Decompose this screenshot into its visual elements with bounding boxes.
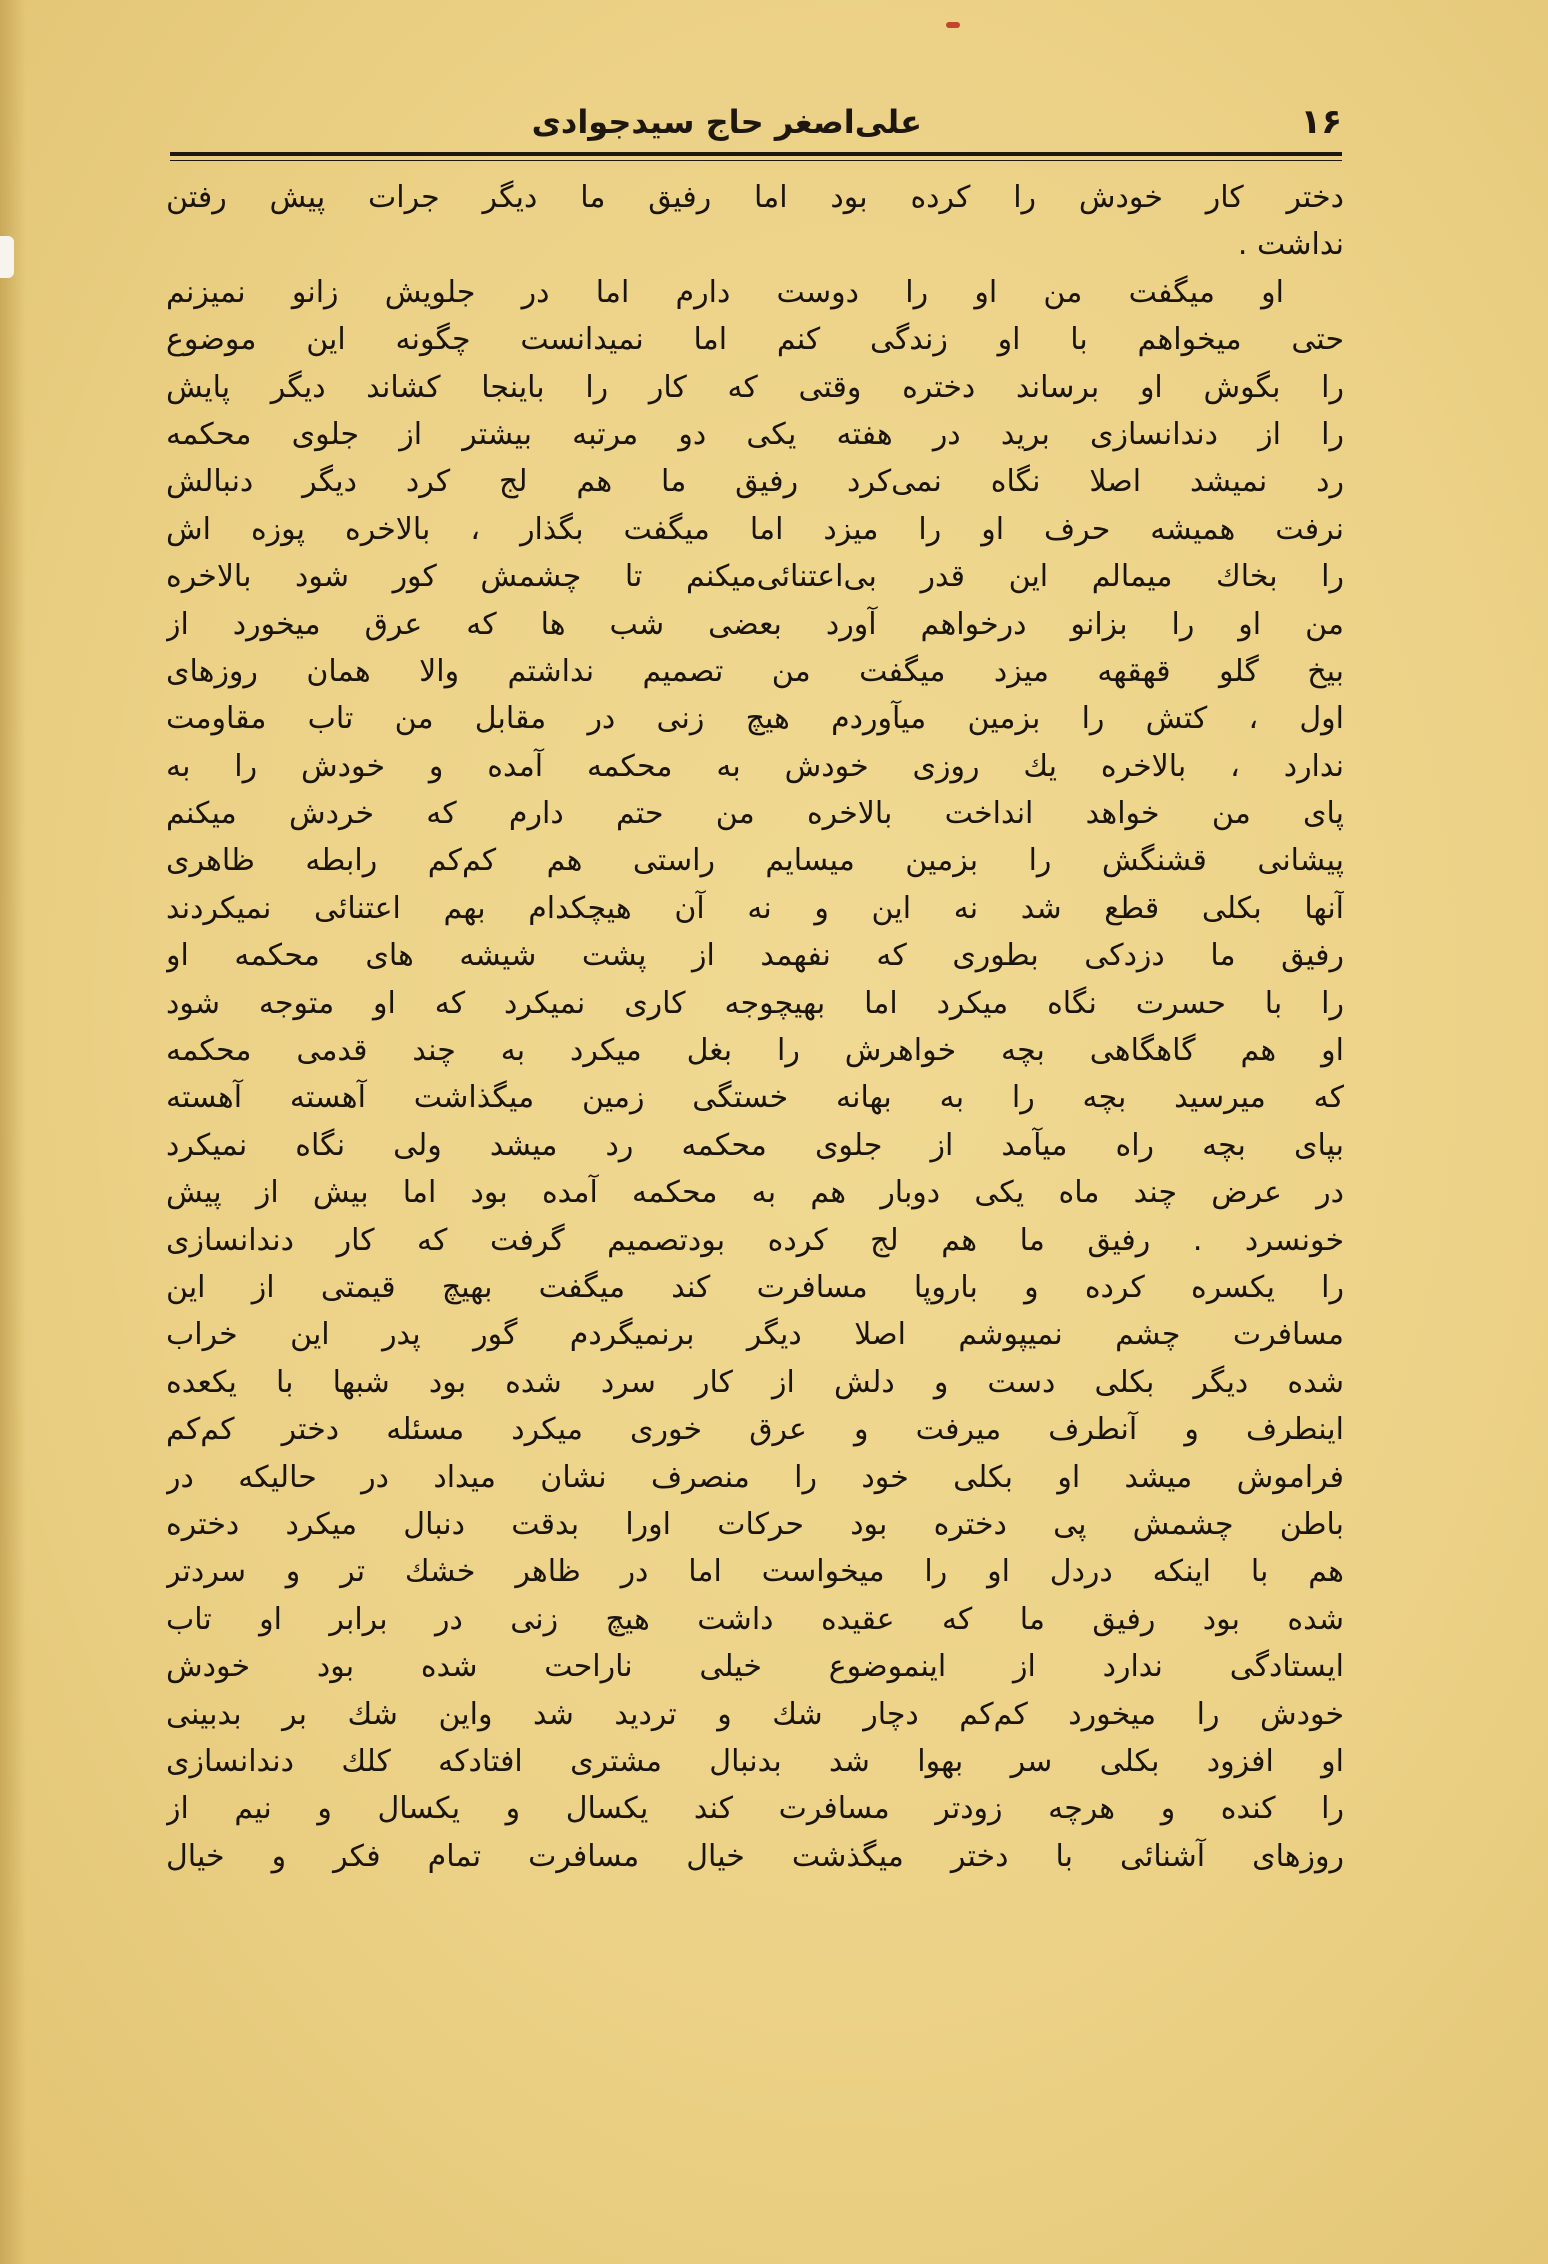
text-line: ندارد ، بالاخره یك روزی خودش به محکمه آمده و خودش را به (166, 748, 1344, 784)
paper-tab-mark (0, 236, 14, 278)
text-line: را کنده و هرچه زودتر مسافرت کند یکسال و یکسال و نیم از (166, 1791, 1344, 1827)
body-text (166, 174, 1344, 1880)
text-line: او میگفت من او را دوست دارم اما در جلویش زانو نمیزنم (166, 274, 1284, 310)
text-line: که میرسید بچه را به بهانه خستگی زمین میگذاشت آهسته آهسته (166, 1080, 1344, 1116)
text-line: پای من خواهد انداخت بالاخره من حتم دارم که خردش میکنم (166, 796, 1344, 832)
text-line: فراموش میشد او بکلی خود را منصرف نشان میداد در حالیکه در (166, 1459, 1344, 1495)
text-line: در عرض چند ماه یکی دوبار هم به محکمه آمده بود اما بیش از پیش (166, 1175, 1344, 1211)
text-line: را بخاك میمالم این قدر بی‌اعتنائی‌میکنم تا چشمش کور شود بالاخره (166, 559, 1344, 595)
text-line: مسافرت چشم نمیپوشم اصلا دیگر برنمیگردم گور پدر این خراب (166, 1317, 1344, 1353)
text-line: را از دندانسازی برید در هفته یکی دو مرتبه بیشتر از جلوی محکمه (166, 416, 1344, 452)
text-line: شده دیگر بکلی دست و دلش از کار سرد شده بود شبها با یکعده (166, 1364, 1344, 1400)
text-line: حتی میخواهم با او زندگی کنم اما نمیدانست چگونه این موضوع (166, 322, 1344, 358)
text-line: هم با اینکه دردل او را میخواست اما در ظاهر خشك تر و سردتر (166, 1554, 1344, 1590)
text-line: روزهای آشنائی با دختر میگذشت خیال مسافرت تمام فکر و خیال (166, 1838, 1344, 1874)
header-rule (170, 152, 1342, 156)
page-header (170, 96, 1342, 148)
text-line: را یکسره کرده و باروپا مسافرت کند میگفت بهیچ قیمتی از این (166, 1269, 1344, 1305)
text-line: را با حسرت نگاه میکرد اما بهیچوجه کاری نمیکرد که او متوجه شود (166, 985, 1344, 1021)
text-line: او هم گاهگاهی بچه خواهرش را بغل میکرد به چند قدمی محکمه (166, 1033, 1344, 1069)
text-line: نداشت . (1237, 227, 1344, 263)
ink-mark (946, 22, 960, 28)
text-line: رفیق ما دزدکی بطوری که نفهمد از پشت شیشه های محکمه او (166, 938, 1344, 974)
text-line: شده بود رفیق ما که عقیده داشت هیچ زنی در برابر او تاب (166, 1601, 1344, 1637)
text-line: آنها بکلی قطع شد نه این و نه آن هیچکدام بهم اعتنائی نمیکردند (166, 890, 1344, 926)
text-line: خونسرد . رفیق ما هم لج کرده بودتصمیم گرفت که کار دندانسازی (166, 1222, 1344, 1258)
text-line: را بگوش او برساند دختره وقتی که کار را باینجا کشاند دیگر پایش (166, 369, 1344, 405)
text-line: اینطرف و آنطرف میرفت و عرق خوری میکرد مسئله دختر کم‌کم (166, 1412, 1344, 1448)
text-line: بیخ گلو قهقهه میزد میگفت من تصمیم نداشتم والا همان روزهای (166, 653, 1344, 689)
text-line: رد نمیشد اصلا نگاه نمی‌کرد رفیق ما هم لج کرد دیگر دنبالش (166, 464, 1344, 500)
text-line: نرفت همیشه حرف او را میزد اما میگفت بگذار ، بالاخره پوزه اش (166, 511, 1344, 547)
text-line: اول ، کتش را بزمین میآوردم هیچ زنی در مقابل من تاب مقاومت (166, 701, 1344, 737)
page-number: ۱۶ (1300, 102, 1342, 142)
text-line: بپای بچه راه میآمد از جلوی محکمه رد میشد ولی نگاه نمیکرد (166, 1127, 1344, 1163)
running-title: علی‌اصغر حاج سیدجوادی (531, 103, 922, 141)
spine-shadow (0, 0, 26, 2264)
text-line: خودش را میخورد کم‌کم دچار شك و تردید شد واین شك بر بدبینی (166, 1696, 1344, 1732)
text-line: باطن چشمش پی دختره بود حرکات اورا بدقت دنبال میکرد دختره (166, 1506, 1344, 1542)
text-line: دختر کار خودش را کرده بود اما رفیق ما دیگر جرات پیش رفتن (166, 180, 1344, 215)
text-line: من او را بزانو درخواهم آورد بعضی شب ها که عرق میخورد از (166, 606, 1344, 642)
header-rule-thin (170, 160, 1342, 161)
text-line: او افزود بکلی سر بهوا شد بدنبال مشتری افتادکه کلك دندانسازی (166, 1743, 1344, 1779)
text-line: ایستادگی ندارد از اینموضوع خیلی ناراحت شده بود خودش (166, 1649, 1344, 1685)
text-line: پیشانی قشنگش را بزمین میسایم راستی هم کم‌کم رابطه ظاهری (166, 843, 1344, 879)
